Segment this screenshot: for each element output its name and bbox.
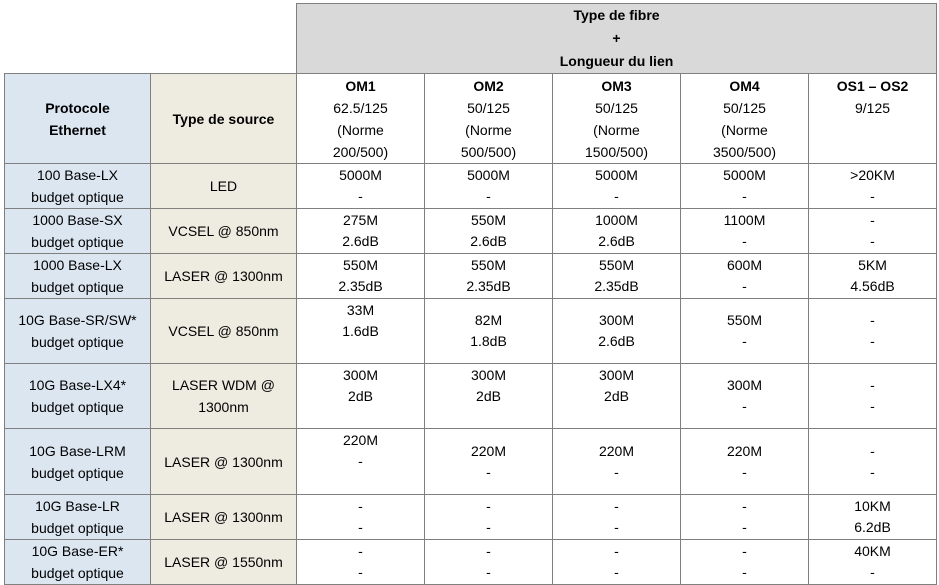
length-value: - (358, 498, 363, 514)
fiber-norm-line2: 1500/500) (584, 144, 649, 160)
table-row (5, 364, 937, 429)
length-value: - (614, 498, 619, 514)
fiber-name: OM4 (729, 78, 760, 94)
protocol-name: 10G Base-LX4* (28, 377, 127, 393)
fiber-name: OS1 – OS2 (836, 78, 909, 94)
source-cell: VCSEL @ 850nm (151, 299, 297, 364)
budget-value: - (358, 519, 363, 535)
value-cell (425, 209, 553, 254)
fiber-os-header (809, 74, 937, 164)
protocol-name: 10G Base-ER* (31, 543, 124, 559)
source-header: Type de source (151, 74, 297, 164)
value-cell (425, 254, 553, 299)
value-cell (297, 254, 425, 299)
protocol-note: budget optique (31, 520, 124, 536)
value-cell (809, 495, 937, 540)
length-value: - (870, 377, 875, 393)
fiber-om4-header (681, 74, 809, 164)
length-value: 300M (598, 367, 635, 383)
length-value: 600M (726, 257, 763, 273)
source-cell: LASER @ 1300nm (151, 429, 297, 495)
protocol-cell (5, 495, 151, 540)
fiber-norm-line1: (Norme (721, 122, 768, 138)
protocol-header-line2: Ethernet (49, 121, 106, 138)
budget-value: - (870, 188, 875, 204)
length-value: - (358, 543, 363, 559)
length-value: 5000M (339, 167, 382, 183)
length-value: 550M (470, 257, 507, 273)
value-cell (681, 364, 809, 429)
fiber-name: OM2 (473, 78, 504, 94)
length-value: - (870, 212, 875, 228)
protocol-header-line1: Protocole (45, 99, 110, 116)
value-cell (553, 429, 681, 495)
value-cell (553, 495, 681, 540)
budget-value: - (614, 564, 619, 580)
fiber-norm-line2: 500/500) (460, 144, 517, 160)
budget-value: 2dB (476, 388, 501, 404)
length-value: 5000M (723, 167, 766, 183)
protocol-name: 10G Base-SR/SW* (18, 312, 137, 328)
length-value: 10KM (854, 498, 891, 514)
budget-value: 6.2dB (854, 519, 891, 535)
protocol-name: 1000 Base-LX (33, 257, 122, 273)
source-cell: LASER @ 1300nm (151, 495, 297, 540)
value-cell (553, 364, 681, 429)
protocol-note: budget optique (31, 464, 124, 481)
value-cell (681, 299, 809, 364)
budget-value: 1.8dB (470, 333, 507, 349)
length-value: 550M (470, 212, 507, 228)
value-cell (297, 164, 425, 209)
protocol-note: budget optique (31, 565, 124, 581)
length-value: 220M (470, 442, 507, 459)
value-cell (681, 254, 809, 299)
value-cell (809, 299, 937, 364)
fiber-om2-header (425, 74, 553, 164)
budget-value: 2.6dB (598, 333, 635, 349)
fiber-comparison-table (4, 3, 937, 585)
fiber-name: OM1 (345, 78, 376, 94)
protocol-header (5, 74, 151, 164)
budget-value: - (614, 519, 619, 535)
budget-value: 2dB (604, 388, 629, 404)
protocol-note: budget optique (31, 279, 124, 295)
fiber-spec: 50/125 (595, 100, 638, 116)
protocol-cell (5, 164, 151, 209)
protocol-cell (5, 429, 151, 495)
value-cell (297, 429, 425, 495)
budget-value: - (870, 564, 875, 580)
value-cell (553, 254, 681, 299)
protocol-note: budget optique (31, 334, 124, 350)
budget-value: - (358, 188, 363, 204)
length-value: - (742, 498, 747, 514)
length-value: - (742, 543, 747, 559)
length-value: 5000M (595, 167, 638, 183)
budget-value: 2.6dB (470, 233, 507, 249)
budget-value: - (742, 188, 747, 204)
length-value: 220M (726, 442, 763, 459)
source-cell: LED (151, 164, 297, 209)
value-cell (809, 429, 937, 495)
value-cell (553, 164, 681, 209)
fiber-spec: 50/125 (467, 100, 510, 116)
value-cell (809, 209, 937, 254)
fiber-title-line2: + (612, 30, 621, 46)
length-value: - (486, 498, 491, 514)
length-value: 550M (598, 257, 635, 273)
budget-value: - (742, 519, 747, 535)
fiber-norm-line1: (Norme (337, 122, 384, 138)
length-value: 275M (342, 212, 379, 228)
empty-corner (5, 4, 297, 74)
budget-value: - (486, 564, 491, 580)
length-value: 300M (342, 367, 379, 383)
fiber-om1-header (297, 74, 425, 164)
budget-value: 2.6dB (342, 233, 379, 249)
fiber-spec: 9/125 (854, 100, 891, 116)
length-value: - (870, 442, 875, 459)
budget-value: - (742, 564, 747, 580)
value-cell (297, 299, 425, 364)
fiber-type-header (297, 4, 937, 74)
fiber-om3-header (553, 74, 681, 164)
length-value: - (870, 312, 875, 328)
budget-value: - (870, 233, 875, 249)
fiber-norm-line1: (Norme (593, 122, 640, 138)
source-line2: 1300nm (198, 399, 249, 415)
length-value: >20KM (850, 167, 895, 183)
length-value: 550M (342, 257, 379, 273)
protocol-name: 1000 Base-SX (32, 212, 123, 228)
table-row (5, 429, 937, 495)
budget-value: - (870, 333, 875, 349)
budget-value: 2dB (348, 388, 373, 404)
budget-value: - (742, 333, 747, 349)
value-cell (681, 495, 809, 540)
fiber-spec: 50/125 (723, 100, 766, 116)
protocol-cell (5, 299, 151, 364)
table-row (5, 209, 937, 254)
budget-value: 2.35dB (338, 278, 383, 294)
value-cell (425, 364, 553, 429)
length-value: 300M (470, 367, 507, 383)
length-value: 300M (598, 312, 635, 328)
table-row (5, 254, 937, 299)
value-cell (425, 495, 553, 540)
protocol-note: budget optique (31, 399, 124, 415)
length-value: 1000M (595, 212, 638, 228)
value-cell (809, 164, 937, 209)
protocol-note: budget optique (31, 234, 124, 250)
protocol-cell (5, 364, 151, 429)
value-cell (297, 364, 425, 429)
length-value: 550M (726, 312, 763, 328)
value-cell (425, 164, 553, 209)
budget-value: - (742, 398, 747, 414)
value-cell (809, 364, 937, 429)
length-value: 220M (342, 432, 379, 448)
length-value: 33M (346, 302, 375, 318)
budget-value: - (742, 278, 747, 294)
table-row (5, 299, 937, 364)
source-line1: LASER WDM @ (172, 377, 275, 393)
protocol-note: budget optique (31, 189, 124, 205)
budget-value: - (486, 188, 491, 204)
fiber-norm-line2: 3500/500) (712, 144, 777, 160)
table-row (5, 164, 937, 209)
protocol-name: 100 Base-LX (37, 167, 118, 183)
protocol-name: 10G Base-LR (35, 498, 120, 514)
source-cell (151, 364, 297, 429)
budget-value: 2.6dB (598, 233, 635, 249)
budget-value: 2.35dB (594, 278, 639, 294)
budget-value: - (614, 463, 619, 480)
budget-value: - (486, 519, 491, 535)
source-cell: LASER @ 1550nm (151, 540, 297, 585)
value-cell (809, 254, 937, 299)
fiber-title-line1: Type de fibre (573, 7, 660, 23)
value-cell (681, 209, 809, 254)
length-value: - (486, 543, 491, 559)
source-cell: VCSEL @ 850nm (151, 209, 297, 254)
length-value: 300M (726, 377, 763, 393)
table-row (5, 495, 937, 540)
budget-value: - (870, 398, 875, 414)
fiber-title-line3: Longueur du lien (559, 53, 674, 69)
length-value: 82M (474, 312, 503, 328)
budget-value: - (870, 463, 875, 480)
value-cell (553, 209, 681, 254)
fiber-name: OM3 (601, 78, 632, 94)
budget-value: 1.6dB (342, 323, 379, 339)
value-cell (553, 299, 681, 364)
protocol-cell (5, 254, 151, 299)
budget-value: 2.35dB (466, 278, 511, 294)
budget-value: - (742, 233, 747, 249)
fiber-norm-line1: (Norme (465, 122, 512, 138)
length-value: 220M (598, 442, 635, 459)
budget-value: - (486, 463, 491, 480)
source-cell: LASER @ 1300nm (151, 254, 297, 299)
budget-value: 4.56dB (850, 278, 895, 294)
budget-value: - (358, 564, 363, 580)
value-cell (425, 299, 553, 364)
budget-value: - (742, 463, 747, 480)
value-cell (681, 164, 809, 209)
fiber-spec: 62.5/125 (333, 100, 388, 116)
value-cell (425, 429, 553, 495)
budget-value: - (614, 188, 619, 204)
length-value: - (614, 543, 619, 559)
length-value: 40KM (854, 543, 891, 559)
value-cell (681, 429, 809, 495)
length-value: 5000M (467, 167, 510, 183)
budget-value: - (358, 453, 363, 469)
value-cell (297, 495, 425, 540)
fiber-norm-line2: 200/500) (332, 144, 389, 160)
length-value: 5KM (858, 257, 887, 273)
protocol-name: 10G Base-LRM (29, 442, 126, 459)
protocol-cell (5, 209, 151, 254)
value-cell (297, 209, 425, 254)
length-value: 1100M (723, 212, 766, 228)
